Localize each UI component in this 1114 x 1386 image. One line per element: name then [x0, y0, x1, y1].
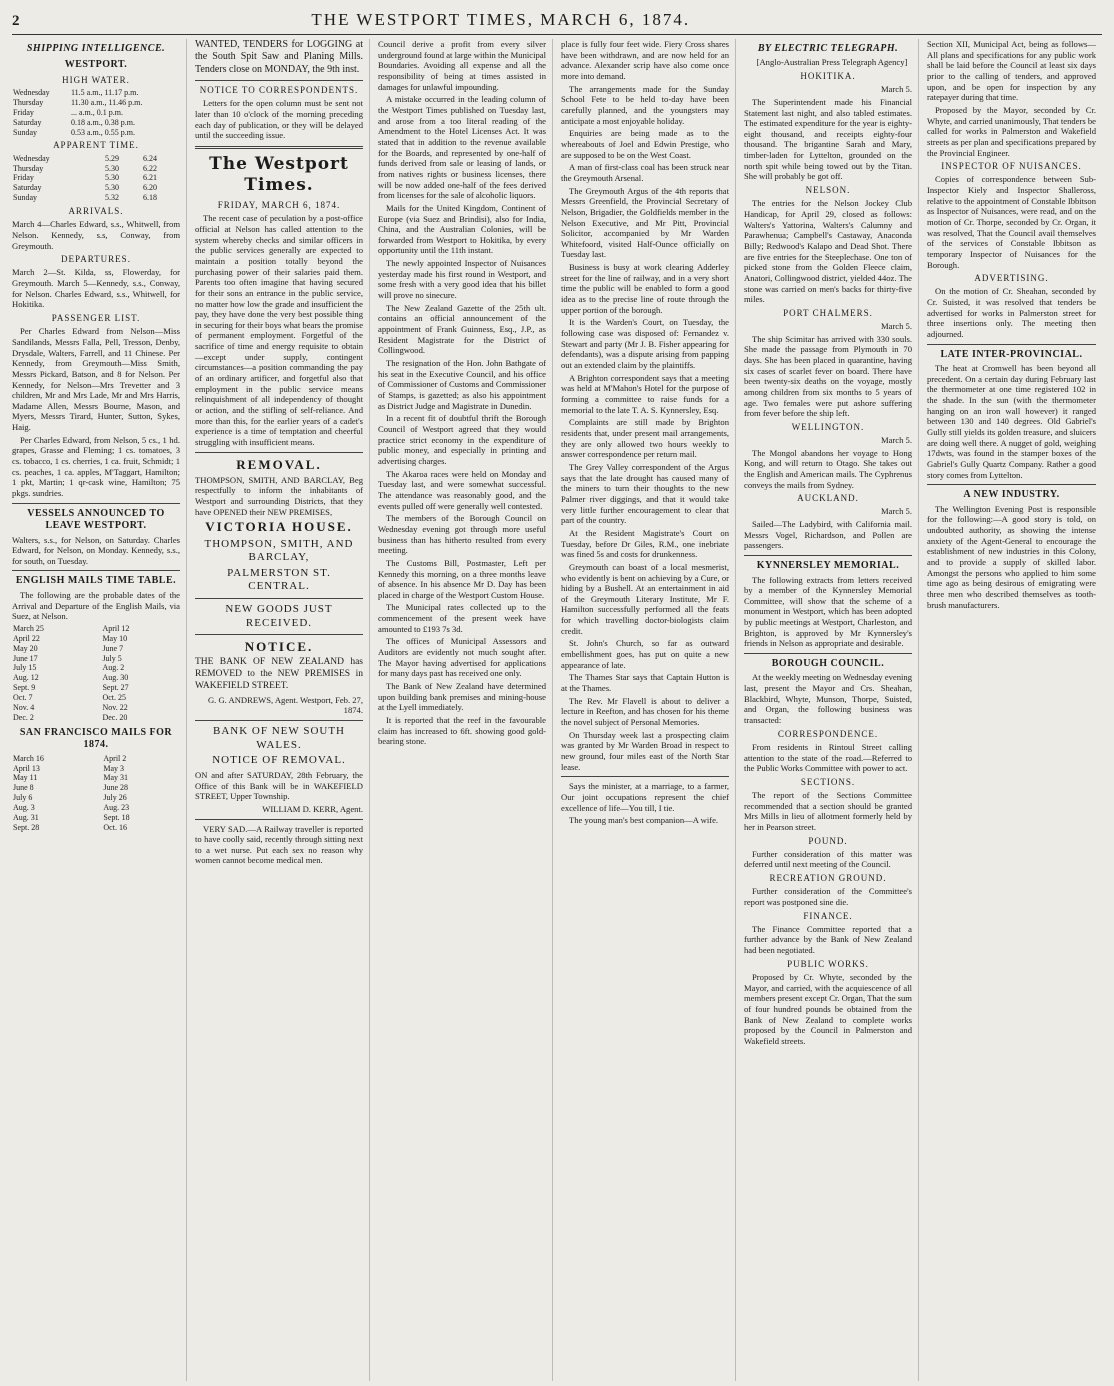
table-cell: Wednesday [13, 87, 50, 97]
table-row [12, 128, 180, 138]
table-row [12, 793, 180, 803]
news-item-19: The Greymouth Argus of the 4th reports that Messrs Greenfield, the Provincial Secretary of Nelson, Brigadier, the Goldfields member in the Nelson Executive, and Mr Pitt, Provincial Solicitor, accompanied by Mr Warden Whitefoord, visited Half-Ounce officially on Tuesday last. [561, 185, 729, 260]
vessels-heading: VESSELS ANNOUNCED TO LEAVE WESTPORT. [27, 507, 165, 532]
table-cell: 6.18 [142, 193, 157, 203]
passenger-text: Per Charles Edward from Nelson—Miss Sandilands, Messrs Falla, Pell, Tresson, Denby, Drysdale, Walters, Farrell, and 11 Chinese. Per Kennedy, from Greymouth—Miss Smith, Messrs Pickard, Batson, and 8 for Nelson. Per Kennedy, for Nelson—Mrs Trevetter and 3 children, Mr and Mrs Lade, Mr and Mrs Harris, Madame Allen, Messrs Bourne, Mason, and Myers, Messrs Tirard, Hunter, Sutton, Sykes, Haig. [12, 326, 180, 433]
mail-table-1 [12, 624, 180, 723]
news-item-24: The Grey Valley correspondent of the Argus says that the late drought has caused many of the miners to turn their thoughts to the new Palmer river diggings, and that it would take very little further encouragement to clear that part of the country. [561, 461, 729, 526]
new-goods: NEW GOODS JUST RECEIVED. [225, 603, 333, 629]
high-water-heading: HIGH WATER. [62, 74, 130, 85]
table-cell: May 11 [13, 773, 38, 783]
table-row [12, 88, 180, 98]
notice-correspondents-heading: NOTICE TO CORRESPONDENTS. [199, 85, 359, 96]
table-cell: 5.30 [104, 183, 119, 193]
sections-text: The report of the Sections Committee recommended that a section should be granted Mrs Mills in lieu of allotment formerly held by her in Pearson street. [744, 790, 912, 833]
table-row [12, 644, 180, 654]
news-item-1: Council derive a profit from every silver underground found at large within the Municipal Boundaries. Avoiding all expense and all the responsibility of being at times assisted in damages for unlawful impounding. [378, 39, 546, 92]
tsb-name: THOMPSON, SMITH, AND BARCLAY, [204, 537, 354, 564]
palmerston-st: PALMERSTON ST. CENTRAL. [227, 566, 331, 593]
leader-article: The recent case of peculation by a post-office official at Nelson has called attention to the system whereby checks and similar officers in the public services generally are expected to maintain a position totally beyond the purchasing power of their salaries paid them. Parents too often imagine that having secured for their sons an entrance in the public service, no matter how low the grade and insufficient the pay, they have done the very best possible thing in securing for their boys what bears the promise of permanent employment. Forgetful of the sacrifice of time and energy requisite to obtain—except under supply, contingent circumstances—a position commanding the pay of an ordinary artificer, and forgetful also that employment in the public service means relinquishment of all independency of thought or action, and the stifling of self-reliance. And more than this, for the earlier years of a cadet's experience is a time of temptation and cheerful struggling with insufficient means. [195, 213, 364, 448]
news-item-4: The newly appointed Inspector of Nuisances yesterday made his first round in Westport, and some fresh with a very good idea that his billet will prove no sinecure. [378, 258, 546, 301]
table-cell: May 10 [102, 633, 128, 643]
recreation-heading: RECREATION GROUND. [769, 873, 887, 884]
hokitika-date: March 5. [880, 84, 912, 95]
news-item-27: St. John's Church, so far as outward embellishment goes, has put on quite a new appearance of late. [561, 638, 729, 670]
table-cell: ... a.m., 0.1 p.m. [70, 107, 123, 117]
imports-text: Per Charles Edward, from Nelson, 5 cs., 1 hd. grapes, Grasse and Fleming; 1 cs. tomatoes, 3 cs. tobacco, 1 cs. cherries, 1 ca. fruit, Schmidt; 1 cs. peaches, 1 ca. apples, M'Taggart, Hamilton; 1 pkt, Martin; 1 qr-cask wine, Hamilton; 75 pkgs. sundries. [12, 434, 180, 499]
sun-table [12, 154, 180, 204]
column-2 [195, 39, 370, 1381]
table-cell: April 22 [13, 633, 40, 643]
table-cell: March 25 [13, 623, 44, 633]
wellington-heading: WELLINGTON. [791, 421, 865, 432]
table-row [12, 624, 180, 634]
table-cell: Aug. 3 [13, 803, 35, 813]
table-cell: 5.30 [104, 173, 119, 183]
news-item-15: place is fully four feet wide. Fiery Cross shares have been withdrawn, and are now held for an advance. Alexander scrip have also come once more into demand. [561, 39, 729, 81]
table-cell: Sept. 18 [103, 813, 130, 823]
news-item-29: The Rev. Mr Flavell is about to deliver a lecture in Reefton, and has chosen for his theme the novel subject of Personal Memories. [561, 695, 729, 728]
table-row [12, 673, 180, 683]
departures-heading: DEPARTURES. [61, 254, 131, 265]
news-item-5: The New Zealand Gazette of the 25th ult. contains an official announcement of the appointment of Frank Guinness, Esq., J.P., as Resident Magistrate for the District of Collingwood. [378, 302, 546, 356]
table-cell: Oct. 7 [13, 693, 33, 703]
removal-text: THOMPSON, SMITH, AND BARCLAY, Beg respectfully to inform the inhabitants of Westport and surrounding Districts, that they have OPENED their NEW PREMISES, [195, 474, 363, 517]
table-cell: April 13 [13, 763, 40, 773]
nsw-bank-heading: BANK OF NEW SOUTH WALES. [213, 725, 345, 751]
arrivals-heading: ARRIVALS. [68, 206, 124, 217]
table-row [12, 703, 180, 713]
table-row [12, 813, 180, 823]
table-row [12, 803, 180, 813]
table-cell: 5.30 [104, 163, 119, 173]
new-industry-heading: A NEW INDUSTRY. [963, 489, 1060, 501]
telegraph-heading: BY ELECTRIC TELEGRAPH. [757, 43, 899, 54]
auckland-heading: AUCKLAND. [797, 493, 859, 504]
table-cell: 6.20 [142, 183, 157, 193]
pound-text: Further consideration of this matter was deferred until next meeting of the Council. [744, 848, 912, 870]
shipping-heading: SHIPPING INTELLIGENCE. [26, 43, 166, 54]
table-cell: Thursday [13, 97, 44, 107]
borough-council-heading: BOROUGH COUNCIL. [771, 658, 885, 670]
masthead [12, 10, 1102, 35]
table-cell: March 16 [13, 753, 44, 763]
port-chalmers-text: The ship Scimitar has arrived with 330 souls. She made the passage from Plymouth in 70 days. She has been placed in quarantine, having six cases of scarlet fever on board. There have been twenty-six deaths on the voyage, mostly among children from six months to 5 years of age. Two females were put ashore suffering from fever before the ship left. [744, 333, 912, 419]
news-item-23: Complaints are still made by Brighton residents that, under present mail arrangements, they are only allowed two hours weekly to answer correspondence per return mail. [561, 417, 729, 460]
table-cell: Thursday [13, 163, 44, 173]
table-row [12, 663, 180, 673]
vessels-text: Walters, s.s., for Nelson, on Saturday. Charles Edward, for Nelson, on Monday. Kennedy, s.s., for south, on Tuesday. [12, 534, 180, 566]
news-item-20: Business is busy at work clearing Adderley street for the line of railway, and in a very short time the public will be enabled to form a good idea as to the precise line of route through the upper portion of the borough. [561, 262, 729, 315]
column-5 [744, 39, 919, 1381]
table-cell: Aug. 2 [102, 663, 125, 673]
tender-ad: WANTED, TENDERS for LOGGING at the South Spit Saw and Planing Mills. Tenders close on MONDAY, the 9th inst. [195, 39, 363, 75]
pound-heading: POUND. [808, 835, 848, 846]
bank-nz-notice: THE BANK OF NEW ZEALAND has REMOVED to the NEW PREMISES in WAKEFIELD STREET. [195, 657, 363, 691]
table-cell: May 3 [103, 763, 125, 773]
mails-note: The following are the probable dates of the Arrival and Departure of the English Mails, via Suez, at Nelson. [12, 589, 180, 622]
table-row [12, 654, 180, 664]
arrivals-text: March 4—Charles Edward, s.s., Whitwell, from Nelson. Kennedy, s.s, Conway, from Greymouth. [12, 219, 180, 251]
column-3 [378, 39, 553, 1381]
news-item-21: It is the Warden's Court, on Tuesday, the following case was disposed of: Fernandez v. Stewart and party (Mr J. B. Fisher appearing for defendants), was a dispute arising from papping out an extended claim by the plaintiffs. [561, 317, 729, 371]
advertising-heading: ADVERTISING. [974, 273, 1049, 284]
table-cell: 0.18 a.m., 0.38 p.m. [70, 117, 135, 127]
news-item-32: The young man's best companion—A wife. [569, 815, 719, 826]
correspondence-heading: CORRESPONDENCE. [777, 728, 879, 739]
new-industry-text: The Wellington Evening Post is responsible for the following:—A good story is told, on undoubted authority, as showing the intense anxiety of the Agent-General to encourage the establishment of new industries in this Colony, and to provide a supply of skilled labor. Amongst the persons who applied to him some time ago as being desirous of emigrating were three men who described themselves as tooth-brush manufacturers. [927, 503, 1096, 610]
table-row [12, 193, 180, 203]
news-item-3: Mails for the United Kingdom, Continent of Europe (via Suez and Brindisi), also for India, China, and the Australian Colonies, will be forwarded from Westport to Hokitika, by every opportunity until the 11th instant. [378, 202, 546, 256]
column-1 [12, 39, 187, 1381]
newspaper-title: THE WESTPORT TIMES, MARCH 6, 1874. [311, 10, 691, 29]
news-item-25: At the Resident Magistrate's Court on Tuesday, before Dr Giles, R.M., one inebriate was fined 5s and costs for drunkenness. [561, 527, 729, 560]
table-cell: July 5 [102, 653, 122, 663]
table-cell: July 6 [13, 793, 33, 803]
notice-heading: NOTICE. [244, 639, 314, 655]
table-cell: 6.21 [142, 173, 157, 183]
nsw-removal-heading: NOTICE OF REMOVAL. [212, 754, 346, 767]
departures-text: March 2—St. Kilda, ss, Flowerday, for Greymouth. March 5—Kennedy, s.s., Conway, for Nelson. Charles Edward, s.s., Whitwell, for Hokitika. [12, 267, 180, 310]
nsw-signature: WILLIAM D. KERR, Agent. [262, 803, 363, 814]
table-cell: June 17 [13, 653, 38, 663]
table-cell: Sunday [13, 193, 37, 203]
table-cell: July 26 [103, 793, 127, 803]
table-row [12, 823, 180, 833]
inter-provincial-heading: LATE INTER-PROVINCIAL. [940, 348, 1083, 360]
table-cell: Dec. 2 [13, 712, 34, 722]
inter-provincial-text: The heat at Cromwell has been beyond all precedent. On a certain day during February last the thermometer at one time registered 102 in the shade. In the sun (with the thermometer hanging on an iron wall however) it ranged between 130 and 140 degrees. Old Gabriel's Gully still yields its golden treasure, and sluicers are doing well there. A nugget of gold, weighing 17dwts, was found in the stamper boxes of the Gabriel's Gully Quartz Company. Rather a good story comes from Lyttelton. [927, 363, 1096, 480]
table-row [12, 783, 180, 793]
table-cell: Sept. 9 [13, 683, 36, 693]
news-item-6: The resignation of the Hon. John Bathgate of his seat in the Executive Council, and his office of Commissioner of Customs and Commissioner of Stamps, is gazetted; as also his appointment as District Judge and Magistrate in Dunedin. [378, 358, 546, 411]
page-number: 2 [12, 13, 20, 29]
port-chalmers-date: March 5. [880, 320, 912, 331]
sections-heading: SECTIONS. [800, 776, 856, 787]
table-cell: Dec. 20 [102, 712, 128, 722]
table-cell: Saturday [13, 183, 42, 193]
news-item-7: In a recent fit of doubtful thrift the Borough Council of Westport agreed that they would practice strict economy in the expenditure of public money, and especially in printing and advertising charges. [378, 413, 546, 466]
news-item-8: The Akaroa races were held on Monday and Tuesday last, and were somewhat successful. The attendance was reasonably good, and the events pulled off were generally well contested. [378, 468, 546, 511]
table-cell: 5.32 [104, 193, 119, 203]
table-cell: Sept. 28 [13, 823, 40, 833]
council-continued-1: Section XII, Municipal Act, being as follows—All plans and specifications for any public work shall be laid before the Council at least six days prior to the calling of tenders, and approved upon, and be open for inspection by any ratepayer during that time. [927, 39, 1096, 103]
nelson-text: The entries for the Nelson Jockey Club Handicap, for April 29, closed as follows: Walters's Yattorina, Walters's Calumny and Parawhenua; Campbell's Castaway, Anaconda Billy; Redwood's Kalapo and Dead Shot. There are five entries for the Steeplechase. One ton of picked stone from the Golden Fleece claim, Anatori, Collingwood district, yielded 44oz. The stone was carried on men's backs for thirty-five miles. [744, 198, 912, 305]
table-row [12, 754, 180, 764]
news-item-22: A Brighton correspondent says that a meeting was held at M'Mahon's Hotel for the purpose of forming a committee to raise funds for a memorial to the late T. A. S. Kynnersley, Esq. [561, 372, 729, 415]
column-6 [927, 39, 1102, 1381]
table-row [12, 173, 180, 183]
news-item-30: On Thursday week last a prospecting claim was granted by Mr Warden Broad in respect to new ground, four miles east of the North Star lease. [561, 729, 729, 772]
table-cell: Aug. 12 [13, 673, 39, 683]
agency-line: [Anglo-Australian Press Telegraph Agency] [756, 57, 908, 68]
borough-council-text: At the weekly meeting on Wednesday evening last, present the Mayor and Crs. Sheahan, Blackbird, Whyte, Munson, Thorpe, Suisted, and Organ, the following business was transacted: [744, 672, 912, 726]
public-works-text: Proposed by Cr. Whyte, seconded by the Mayor, and carried, with the acquiescence of all members present except Cr. Organ, That the sum of four hundred pounds be obtained from the Bank of New Zealand to complete works proposed by the Council in Palmerston and Wakefield streets. [744, 971, 912, 1046]
news-item-18: A man of first-class coal has been struck near the Greymouth Arsenal. [561, 162, 729, 183]
tide-table [12, 88, 180, 138]
table-row [12, 713, 180, 723]
auckland-text: Sailed—The Ladybird, with California mail. Messrs Vogel, Richardson, and Pollen are passengers. [744, 519, 912, 551]
table-cell: May 20 [13, 643, 38, 653]
hokitika-heading: HOKITIKA. [800, 71, 856, 82]
table-row [12, 693, 180, 703]
finance-text: The Finance Committee reported that a further advance by the Bank of New Zealand had been negotiated. [744, 923, 912, 956]
table-cell: Friday [13, 107, 34, 117]
paper-nameplate: The Westport Times. [209, 153, 349, 196]
table-cell: Aug. 23 [103, 803, 130, 813]
news-item-11: The Municipal rates collected up to the commencement of the present week have amounted to £193 7s 3d. [378, 602, 546, 634]
news-item-2: A mistake occurred in the leading column of the Westport Times published on Tuesday last, and arose from a too literal reading of the Amendment to the Hotel Licenses Act. It was stated that in addition to the revenue available for the Boards, and represented by one-half of funds derived from sale or leasing of lands, or from natives rights or business licenses, there will be now added one-half of the fees derived from licenses for the sale of alcoholic liquors. [378, 94, 546, 201]
auckland-date: March 5. [880, 506, 912, 517]
table-cell: Friday [13, 173, 34, 183]
news-item-16: The arrangements made for the Sunday School Fete to be held to-day have been carefully planned, and the youngsters may anticipate a most enjoyable holiday. [561, 83, 729, 126]
wellington-date: March 5. [880, 435, 912, 446]
news-item-12: The offices of Municipal Assessors and Auditors are evidently not much sought after. The Mayor having advertised for applications for many days past has received one only. [378, 636, 546, 679]
table-cell: Saturday [13, 117, 42, 127]
table-cell: June 7 [102, 643, 124, 653]
news-item-14: It is reported that the reef in the favourable claim has increased to 6ft. showing good gold-bearing stone. [378, 715, 546, 747]
table-cell: Nov. 4 [13, 703, 35, 713]
table-cell: 5.29 [104, 153, 119, 163]
recreation-text: Further consideration of the Committee's report was postponed sine die. [744, 886, 912, 907]
table-cell: Sunday [13, 127, 37, 137]
table-cell: 0.53 a.m., 0.55 p.m. [70, 127, 135, 137]
sf-mails-heading: SAN FRANCISCO MAILS FOR 1874. [19, 726, 173, 751]
table-row [12, 634, 180, 644]
table-row [12, 683, 180, 693]
table-cell: Oct. 16 [103, 823, 127, 833]
table-cell: May 31 [103, 773, 129, 783]
table-row [12, 164, 180, 174]
mail-table-2 [12, 754, 180, 833]
apparent-time-heading: APPARENT TIME. [53, 140, 139, 151]
westport-heading: WESTPORT. [64, 59, 128, 71]
column-4 [561, 39, 736, 1381]
wellington-text: The Mongol abandons her voyage to Hong Kong, and will return to Otago. She takes out the English and American mails. The Cyphrenus conveys the mails from Sydney. [744, 447, 912, 490]
table-row [12, 108, 180, 118]
bank-nz-signature: G. G. ANDREWS, Agent. Westport, Feb. 27, 1874. [207, 694, 363, 716]
advertising-text: On the motion of Cr. Sheahan, seconded by Cr. Suisted, it was resolved that tenders be advertised for works in Palmerston street for three insertions only. The meeting then adjourned. [927, 286, 1096, 340]
table-row [12, 154, 180, 164]
table-cell: Aug. 30 [102, 673, 129, 683]
news-item-31: Says the minister, at a marriage, to a farmer, Our joint occupations represent the chief excellence of life—You till, I tie. [561, 781, 729, 813]
table-row [12, 773, 180, 783]
inspector-heading: INSPECTOR OF NUISANCES. [941, 161, 1082, 172]
table-row [12, 98, 180, 108]
table-row [12, 118, 180, 128]
table-cell: Sept. 27 [102, 683, 129, 693]
table-cell: July 15 [13, 663, 37, 673]
table-cell: Wednesday [13, 153, 50, 163]
table-cell: April 12 [102, 623, 130, 633]
mails-heading: ENGLISH MAILS TIME TABLE. [15, 575, 177, 587]
table-cell: June 28 [103, 783, 129, 793]
finance-heading: FINANCE. [803, 910, 853, 921]
passenger-heading: PASSENGER LIST. [51, 313, 141, 324]
correspondence-text: From residents in Rintoul Street calling attention to the state of the road.—Referred to the Public Works Committee with power to act. [744, 741, 912, 774]
nelson-heading: NELSON. [805, 185, 851, 196]
inspector-text: Copies of correspondence between Sub-Inspector Kiely and Inspector Shalleross, relative to the appointment of Constable Ibbitson as Inspector of Nuisances, were read, and on the motion of Cr. Thorpe, seconded by Cr. Organ, it was resolved, That the Council avail themselves of the services of Constable Ibbitson as temporary Inspector of Nuisances for the Borough. [927, 174, 1096, 270]
public-works-heading: PUBLIC WORKS. [787, 958, 869, 969]
nsw-text: ON and after SATURDAY, 28th February, the Office of this Bank will be in WAKEFIELD STREET, Upper Township. [195, 769, 363, 802]
table-cell: June 8 [13, 783, 34, 793]
table-cell: 6.22 [142, 163, 157, 173]
kynnersley-text: The following extracts from letters received by a member of the Kynnersley Memorial Committee, will show that the scheme of a monument in Westport, which has been adopted by public meetings at Westport, Charleston, and Brighton, is approved by Mr Kynnersley's friends in Nelson as appropriate and desirable. [744, 574, 912, 649]
news-item-28: The Thames Star says that Captain Hutton is at the Thames. [561, 672, 729, 694]
removal-heading: REMOVAL. [236, 456, 322, 472]
table-cell: 11.5 a.m., 11.17 p.m. [70, 87, 139, 97]
issue-date: FRIDAY, MARCH 6, 1874. [217, 200, 341, 211]
notice-correspondents-text: Letters for the open column must be sent not later than 10 o'clock of the morning preceding each day of publication, or they will be delayed until the succeeding issue. [195, 98, 363, 141]
news-item-13: The Bank of New Zealand have determined upon building bank premises and mining-house at the Lyell immediately. [378, 681, 546, 713]
kynnersley-heading: KYNNERSLEY MEMORIAL. [756, 560, 900, 572]
table-cell: Aug. 31 [13, 813, 39, 823]
table-row [12, 764, 180, 774]
port-chalmers-heading: PORT CHALMERS. [783, 307, 873, 318]
table-row [12, 183, 180, 193]
table-cell: Nov. 22 [102, 703, 128, 713]
news-item-9: The members of the Borough Council on Wednesday evening got through more useful business than has hitherto resulted from every meeting. [378, 513, 546, 556]
table-cell: 6.24 [142, 153, 157, 163]
very-sad-item: VERY SAD.—A Railway traveller is reported to have coolly said, recently through sitting next to a wet nurse. Put each sex no reason why women cannot become medical men. [195, 823, 363, 866]
table-cell: Oct. 25 [102, 693, 126, 703]
news-item-17: Enquiries are being made as to the whereabouts of Joel and Edwin Prestige, who are supposed to be on the West Coast. [561, 128, 729, 160]
victoria-house: VICTORIA HOUSE. [205, 519, 353, 535]
table-cell: 11.30 a.m., 11.46 p.m. [70, 97, 143, 107]
council-continued-2: Proposed by the Mayor, seconded by Cr. Whyte, and carried unanimously, That tenders be called for works in Palmerston and Wakefield streets as per plan and specifications prepared by the Provincial Engineer. [927, 104, 1096, 158]
news-item-10: The Customs Bill, Postmaster, Left per Kennedy this morning, on a three months leave of absence. In his absence Mr D. Day has been placed in charge of the Westport Custom House. [378, 557, 546, 600]
table-cell: April 2 [103, 753, 127, 763]
hokitika-text: The Superintendent made his Financial Statement last night, and also tabled estimates. The estimated expenditure for the year is eighty-eight thousand, and receipts eighty-four thousand. The brigantine Sarah and Mary, timber-laden for Lyttelton, grounded on the north spit while being towed out by the Titan. She will probably be got off. [744, 96, 912, 182]
news-item-26: Greymouth can boast of a local mesmerist, who evidently is bent on achieving by a Cure, or hiding by a Bushell. At an entertainment in aid of the Greymouth Literary Institute, Mr F. Hamilton successfully performed all the feats for which travelling doctor-biologists claim credit. [561, 561, 729, 636]
